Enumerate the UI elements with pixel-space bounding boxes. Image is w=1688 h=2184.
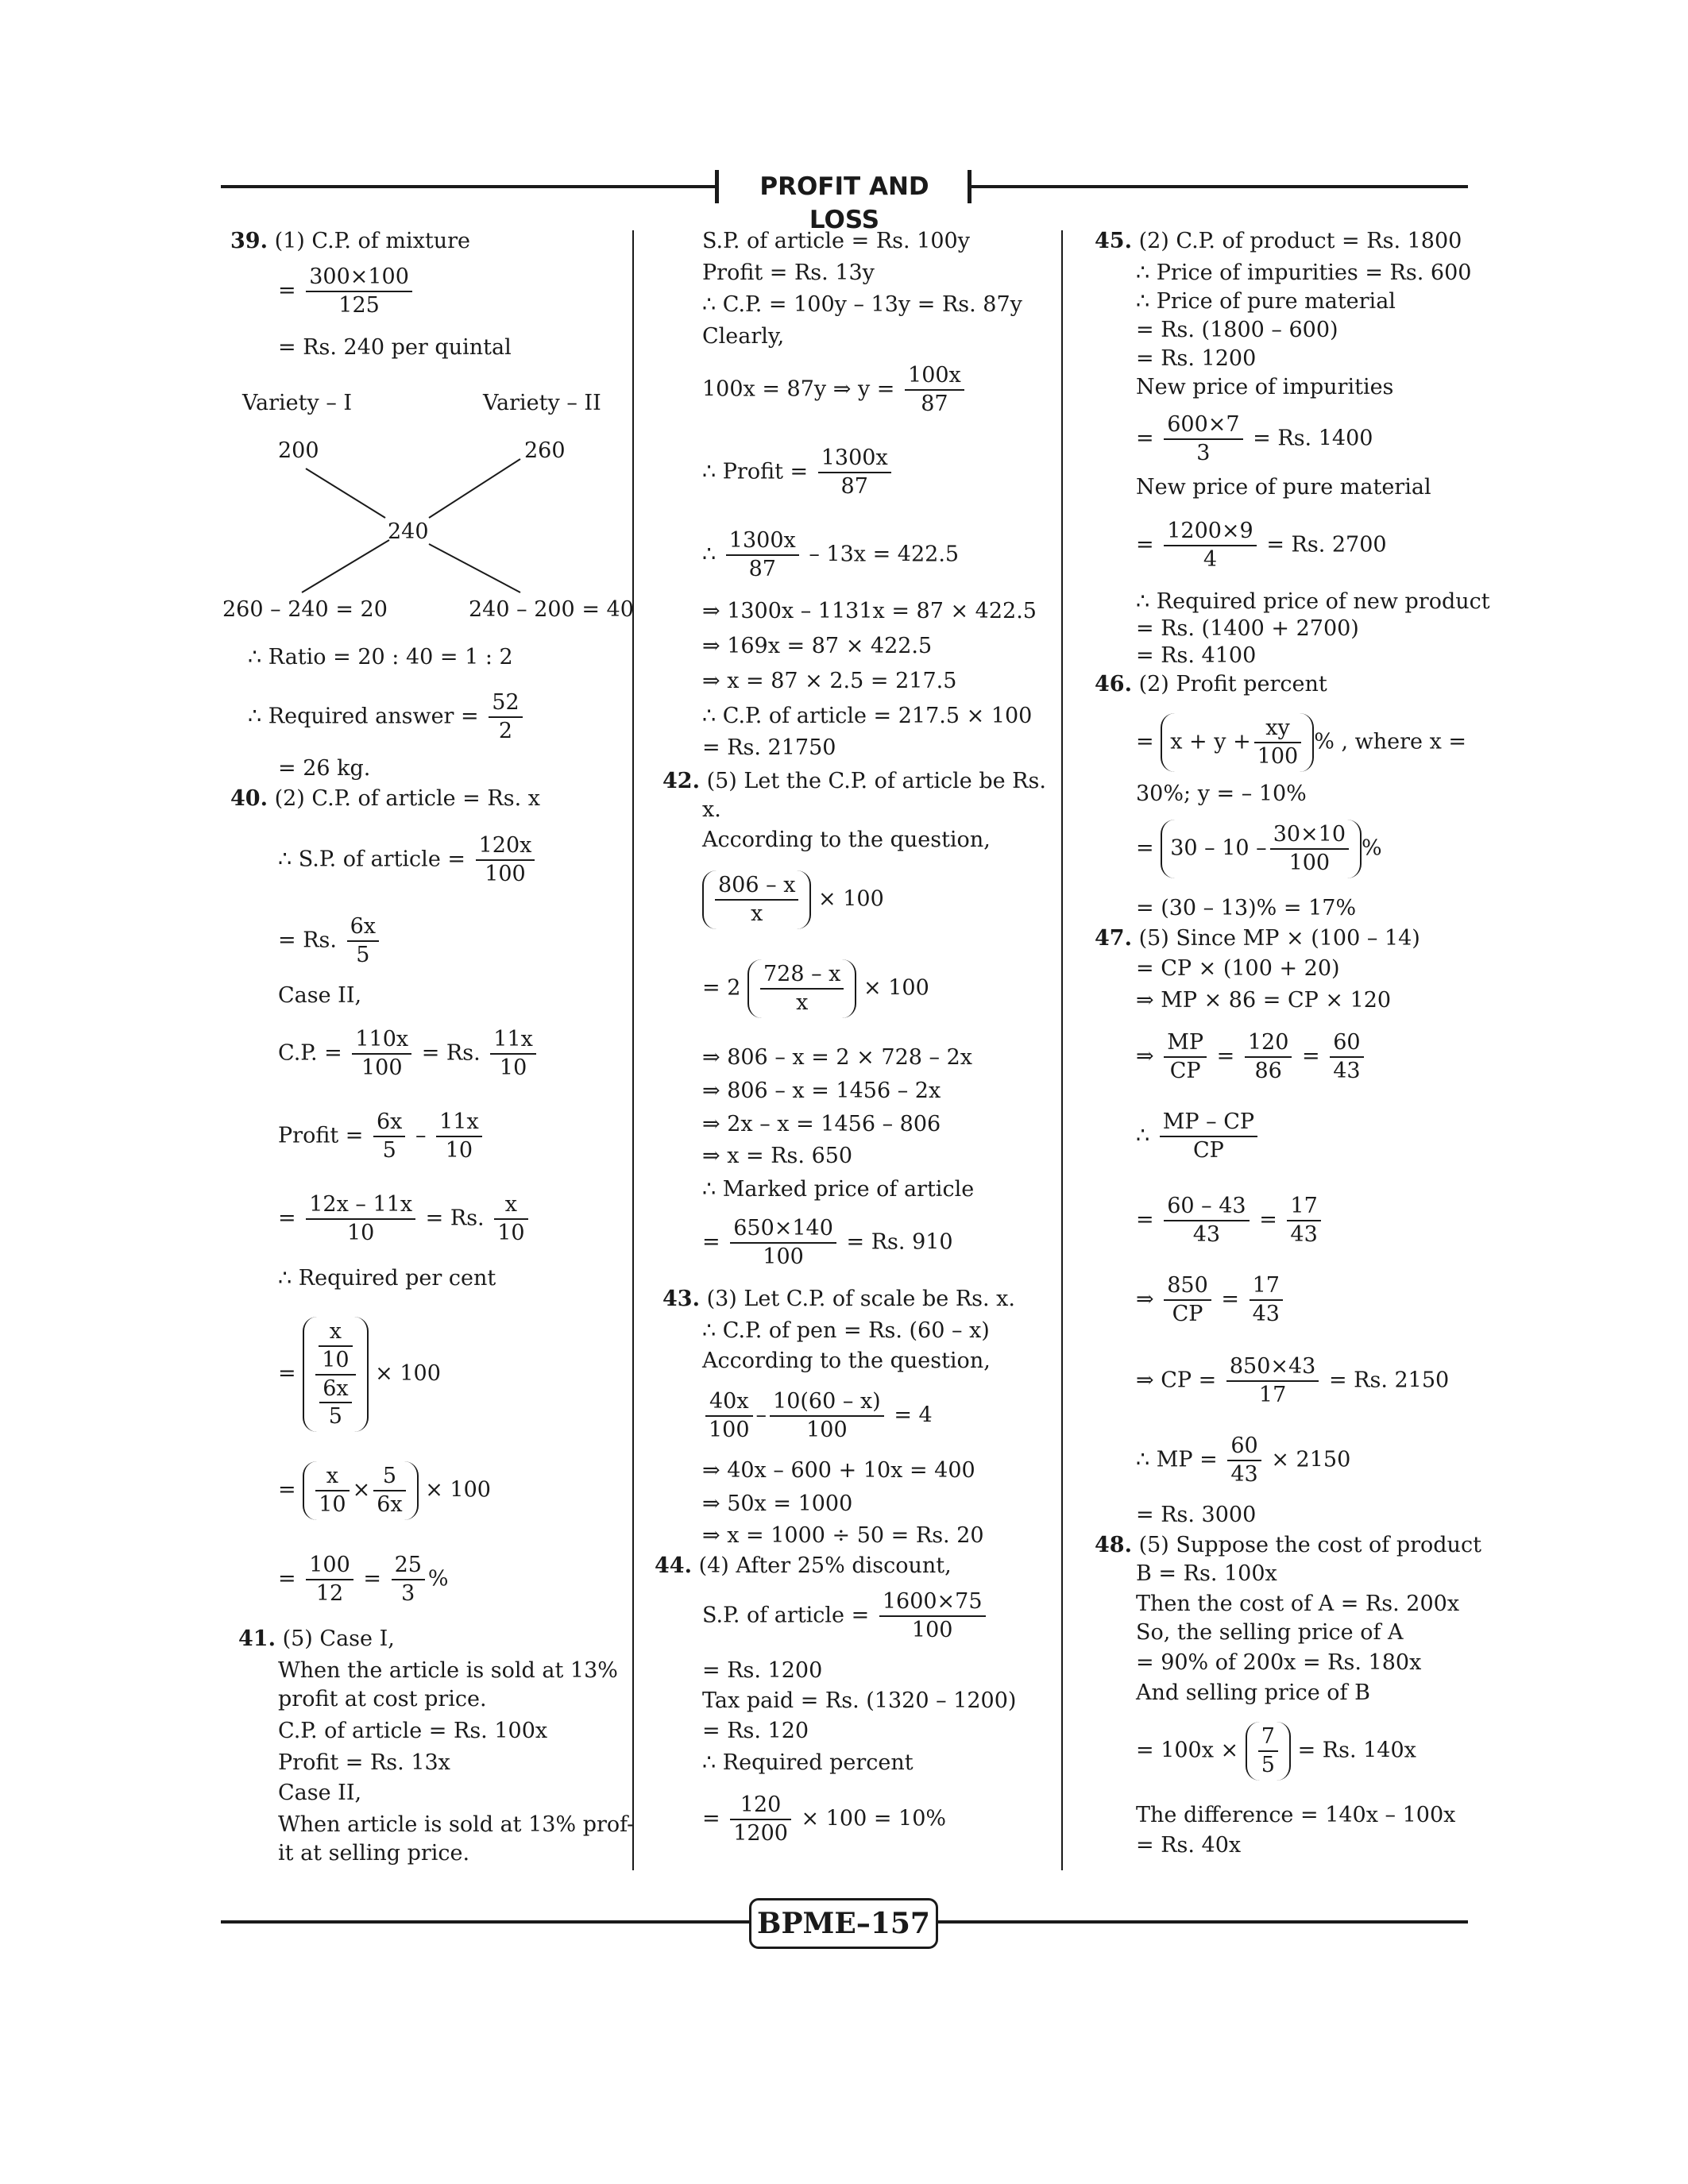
col2-line-11: ∴ C.P. of article = 217.5 × 100 xyxy=(702,704,1033,728)
q45-line-6: New price of pure material xyxy=(1136,475,1431,500)
q40-equation: = $\frac{12x - 11x}{10}$ = Rs. $\frac{x}{10}$ xyxy=(278,1191,531,1247)
footer-rule-right xyxy=(931,1920,1468,1924)
q44-heading: 44. (4) After 25% discount, xyxy=(655,1553,952,1578)
q46-line-1: 30%; y = – 10% xyxy=(1136,781,1307,806)
q48-line-7: = Rs. 40x xyxy=(1136,1833,1242,1858)
page-title: PROFIT AND LOSS xyxy=(759,172,929,234)
q40-result: = $\frac{100}{12}$ = $\frac{25}{3}$ % xyxy=(278,1553,449,1606)
q48-selling-price-b: = 100x × $\frac{7}{5}$ = Rs. 140x xyxy=(1136,1722,1416,1781)
q43-line-4: ⇒ 50x = 1000 xyxy=(702,1491,853,1516)
q48-line-2: Then the cost of A = Rs. 200x xyxy=(1136,1592,1460,1616)
column-divider-2 xyxy=(1061,230,1063,1870)
difference-1: 260 – 240 = 20 xyxy=(222,597,388,622)
q42-fraction-1: $\frac{806 - x}{x}$ × 100 xyxy=(702,870,884,929)
alligation-cross-diagram xyxy=(230,222,628,635)
q46-heading: 46. (2) Profit percent xyxy=(1095,672,1327,696)
q47-fraction: = $\frac{60 - 43}{43}$ = $\frac{17}{43}$ xyxy=(1136,1193,1324,1248)
header-rule-left xyxy=(221,185,715,188)
q45-heading: 45. (2) C.P. of product = Rs. 1800 xyxy=(1095,229,1462,253)
q45-line-7: ∴ Required price of new product xyxy=(1136,589,1490,614)
q47-line-3: = Rs. 3000 xyxy=(1136,1503,1257,1527)
q42-line-5: ⇒ 2x – x = 1456 – 806 xyxy=(702,1112,941,1136)
q40-nested-fraction: = $\frac{\frac{x}{10}}{\frac{6x}{5}}$ × 100 xyxy=(278,1317,441,1432)
col2-y-expression: 100x = 87y ⇒ y = $\frac{100x}{87}$ xyxy=(702,362,968,418)
q42-line-2: According to the question, xyxy=(702,828,991,852)
q47-ratio: ⇒ $\frac{MP}{CP}$ = $\frac{120}{86}$ = $\frac{60}{43}$ xyxy=(1136,1029,1367,1085)
header-bar-left xyxy=(715,170,719,203)
q42-line-4: ⇒ 806 – x = 1456 – 2x xyxy=(702,1078,941,1103)
value-200: 200 xyxy=(278,438,319,463)
q42-line-1: x. xyxy=(702,797,721,822)
q40-cp: C.P. = $\frac{110x}{100}$ = Rs. $\frac{11x}{10}$ xyxy=(278,1026,539,1082)
page-number-badge: BPME–157 xyxy=(749,1898,938,1949)
q41-line-2: profit at cost price. xyxy=(278,1687,487,1711)
col2-line-10: ⇒ x = 87 × 2.5 = 217.5 xyxy=(702,669,957,693)
q39-line: = Rs. 240 per quintal xyxy=(278,335,512,360)
case-2-label: Case II, xyxy=(278,983,362,1008)
q40-heading: 40. (2) C.P. of article = Rs. x xyxy=(230,786,540,811)
variety-2-label: Variety – II xyxy=(483,391,601,415)
col2-equation: ∴ $\frac{1300x}{87}$ – 13x = 422.5 xyxy=(702,528,960,581)
col2-profit-expression: ∴ Profit = $\frac{1300x}{87}$ xyxy=(702,445,894,500)
q42-fraction-2: = 2 $\frac{728 - x}{x}$ × 100 xyxy=(702,959,929,1018)
q40-sp: ∴ S.P. of article = $\frac{120x}{100}$ xyxy=(278,832,538,888)
ratio-line: ∴ Ratio = 20 : 40 = 1 : 2 xyxy=(248,645,513,669)
q42-marked-price: = $\frac{650\times 140}{100}$ = Rs. 910 xyxy=(702,1216,953,1269)
q48-line-5: And selling price of B xyxy=(1136,1680,1370,1705)
q48-heading: 48. (5) Suppose the cost of product xyxy=(1095,1533,1481,1557)
q40-rs: = Rs. $\frac{6x}{5}$ xyxy=(278,913,382,969)
value-240: 240 xyxy=(388,519,429,544)
q40-product: = $\frac{x}{10}$ × $\frac{5}{6x}$ × 100 xyxy=(278,1461,491,1520)
q45-pure-material: = $\frac{1200\times 9}{4}$ = Rs. 2700 xyxy=(1136,519,1387,572)
q43-line-5: ⇒ x = 1000 ÷ 50 = Rs. 20 xyxy=(702,1523,984,1548)
difference-2: 240 – 200 = 40 xyxy=(469,597,634,622)
q47-diff-ratio: ∴ $\frac{MP - CP}{CP}$ xyxy=(1136,1109,1261,1164)
q46-substitution: = 30 – 10 – $\frac{30\times 10}{100}$ % xyxy=(1136,820,1382,878)
col2-line-4: Clearly, xyxy=(702,324,785,349)
q42-line-3: ⇒ 806 – x = 2 × 728 – 2x xyxy=(702,1045,972,1070)
q45-line-9: = Rs. 4100 xyxy=(1136,643,1257,668)
q39-fraction: = $\frac{300\times 100}{125}$ xyxy=(278,264,415,319)
q41-line-6: When article is sold at 13% prof- xyxy=(278,1812,635,1837)
q45-impurities: = $\frac{600\times 7}{3}$ = Rs. 1400 xyxy=(1136,412,1373,465)
q44-line-1: = Rs. 1200 xyxy=(702,1658,823,1683)
col2-line-1: S.P. of article = Rs. 100y xyxy=(702,229,970,253)
q45-line-2: ∴ Price of pure material xyxy=(1136,289,1396,314)
q48-line-3: So, the selling price of A xyxy=(1136,1620,1404,1645)
q41-line-4: Profit = Rs. 13x xyxy=(278,1750,450,1775)
q47-cp-ratio: ⇒ $\frac{850}{CP}$ = $\frac{17}{43}$ xyxy=(1136,1272,1286,1328)
q39-heading: 39. (1) C.P. of mixture xyxy=(230,229,470,253)
q45-line-3: = Rs. (1800 – 600) xyxy=(1136,318,1338,342)
q44-line-2: Tax paid = Rs. (1320 – 1200) xyxy=(702,1688,1017,1713)
col2-line-3: ∴ C.P. = 100y – 13y = Rs. 87y xyxy=(702,292,1022,317)
col2-line-8: ⇒ 1300x – 1131x = 87 × 422.5 xyxy=(702,599,1037,623)
column-divider-1 xyxy=(632,230,634,1870)
q44-percent: = $\frac{120}{1200}$ × 100 = 10% xyxy=(702,1792,947,1846)
q48-line-6: The difference = 140x – 100x xyxy=(1136,1803,1456,1827)
q43-equation: $\frac{40x}{100}$ – $\frac{10(60 - x)}{100}$ = 4 xyxy=(702,1388,933,1444)
q44-line-4: ∴ Required percent xyxy=(702,1750,914,1775)
required-answer: ∴ Required answer = $\frac{52}{2}$ xyxy=(248,689,526,745)
q47-line-1: = CP × (100 + 20) xyxy=(1136,956,1340,981)
q48-line-4: = 90% of 200x = Rs. 180x xyxy=(1136,1650,1422,1675)
q46-formula: = x + y + $\frac{xy}{100}$ % , where x = xyxy=(1136,713,1466,772)
col2-line-9: ⇒ 169x = 87 × 422.5 xyxy=(702,634,933,658)
q46-line-2: = (30 – 13)% = 17% xyxy=(1136,896,1357,920)
q47-cp-value: ⇒ CP = $\frac{850\times 43}{17}$ = Rs. 2150 xyxy=(1136,1354,1450,1407)
q47-heading: 47. (5) Since MP × (100 – 14) xyxy=(1095,926,1420,951)
q43-line-3: ⇒ 40x – 600 + 10x = 400 xyxy=(702,1458,975,1483)
value-260: 260 xyxy=(524,438,566,463)
q41-line-7: it at selling price. xyxy=(278,1841,470,1866)
variety-1-label: Variety – I xyxy=(242,391,353,415)
footer-rule-left xyxy=(221,1920,751,1924)
q42-line-6: ⇒ x = Rs. 650 xyxy=(702,1144,853,1168)
col2-line-12: = Rs. 21750 xyxy=(702,735,836,760)
q45-line-4: = Rs. 1200 xyxy=(1136,346,1257,371)
q48-line-1: B = Rs. 100x xyxy=(1136,1561,1277,1586)
q44-line-3: = Rs. 120 xyxy=(702,1719,809,1743)
q43-line-2: According to the question, xyxy=(702,1349,991,1373)
q42-line-7: ∴ Marked price of article xyxy=(702,1177,975,1202)
q43-line-1: ∴ C.P. of pen = Rs. (60 – x) xyxy=(702,1318,990,1343)
q47-mp-value: ∴ MP = $\frac{60}{43}$ × 2150 xyxy=(1136,1433,1351,1487)
q42-heading: 42. (5) Let the C.P. of article be Rs. xyxy=(662,769,1046,793)
q41-line-5: Case II, xyxy=(278,1781,362,1805)
q44-sp: S.P. of article = $\frac{1600\times 75}{100}$ xyxy=(702,1588,989,1644)
header-rule-right xyxy=(971,185,1468,188)
q47-line-2: ⇒ MP × 86 = CP × 120 xyxy=(1136,988,1392,1013)
q45-line-8: = Rs. (1400 + 2700) xyxy=(1136,616,1359,641)
q40-profit: Profit = $\frac{6x}{5}$ – $\frac{11x}{10}$ xyxy=(278,1109,485,1164)
col2-line-2: Profit = Rs. 13y xyxy=(702,260,875,285)
q41-line-3: C.P. of article = Rs. 100x xyxy=(278,1719,548,1743)
answer-line: = 26 kg. xyxy=(278,756,371,781)
q45-line-1: ∴ Price of impurities = Rs. 600 xyxy=(1136,260,1472,285)
q41-heading: 41. (5) Case I, xyxy=(238,1626,395,1651)
q45-line-5: New price of impurities xyxy=(1136,375,1394,399)
required-percent-label: ∴ Required per cent xyxy=(278,1266,496,1291)
q43-heading: 43. (3) Let C.P. of scale be Rs. x. xyxy=(662,1287,1015,1311)
q41-line-1: When the article is sold at 13% xyxy=(278,1658,618,1683)
